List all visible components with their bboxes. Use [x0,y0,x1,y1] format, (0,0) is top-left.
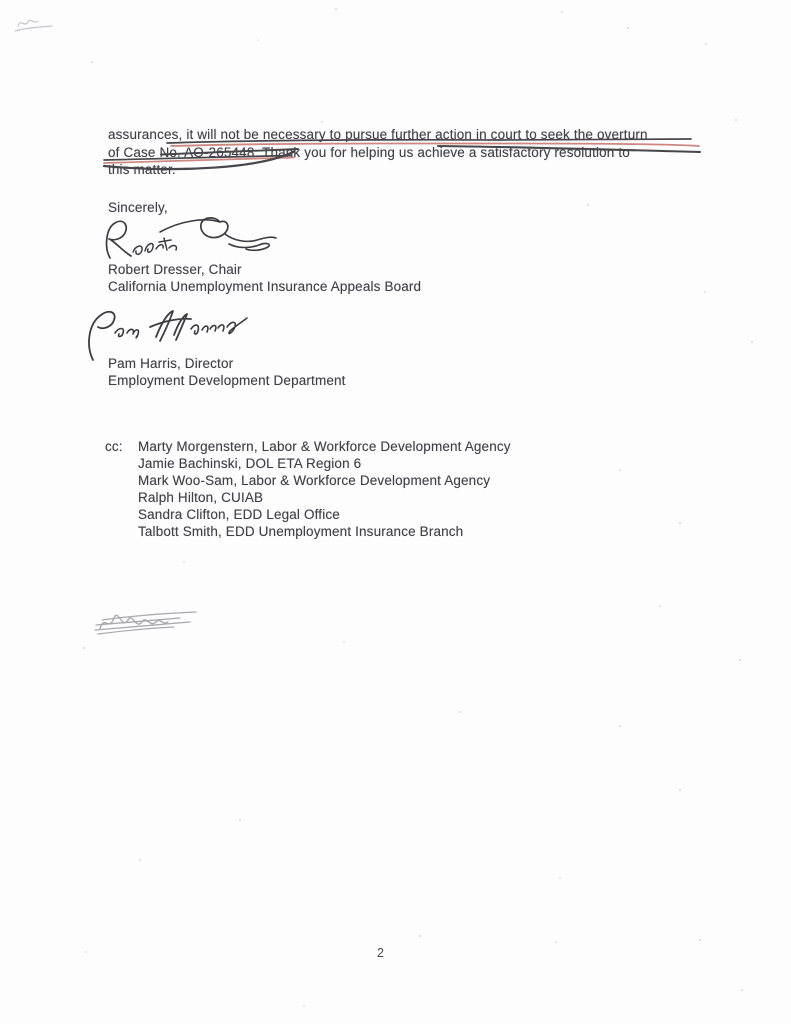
body-line: of Case No. AO-265448. Thank you for helping us achieve a satisfactory resolution to [108,144,630,160]
signer-organization: Employment Development Department [108,373,346,388]
faint-pencil-mark [12,12,72,40]
page-number: 2 [377,946,384,960]
closing-text: Sincerely, [108,200,168,215]
cc-recipient: Ralph Hilton, CUIAB [138,490,264,505]
cc-recipient: Sandra Clifton, EDD Legal Office [138,507,340,522]
signer-name: Pam Harris, Director [108,356,234,371]
pam-harris-signature [84,306,252,362]
body-line: assurances, it will not be necessary to pursue further action in court to seek the overturn [108,127,648,142]
signer-organization: California Unemployment Insurance Appeals Board [108,279,422,294]
signer-name: Robert Dresser, Chair [108,262,242,277]
robert-dresser-signature [100,213,280,265]
cc-recipient: Marty Morgenstern, Labor & Workforce Development Agency [138,439,511,454]
cc-label: cc: [105,439,123,454]
body-line: this matter. [108,162,176,177]
cc-recipient: Jamie Bachinski, DOL ETA Region 6 [138,456,362,471]
body-paragraph [108,126,648,179]
cc-recipient: Talbott Smith, EDD Unemployment Insurance Branch [138,524,464,539]
crossed-out-scribble [92,601,202,641]
cc-recipient: Mark Woo-Sam, Labor & Workforce Development Agency [138,473,491,488]
